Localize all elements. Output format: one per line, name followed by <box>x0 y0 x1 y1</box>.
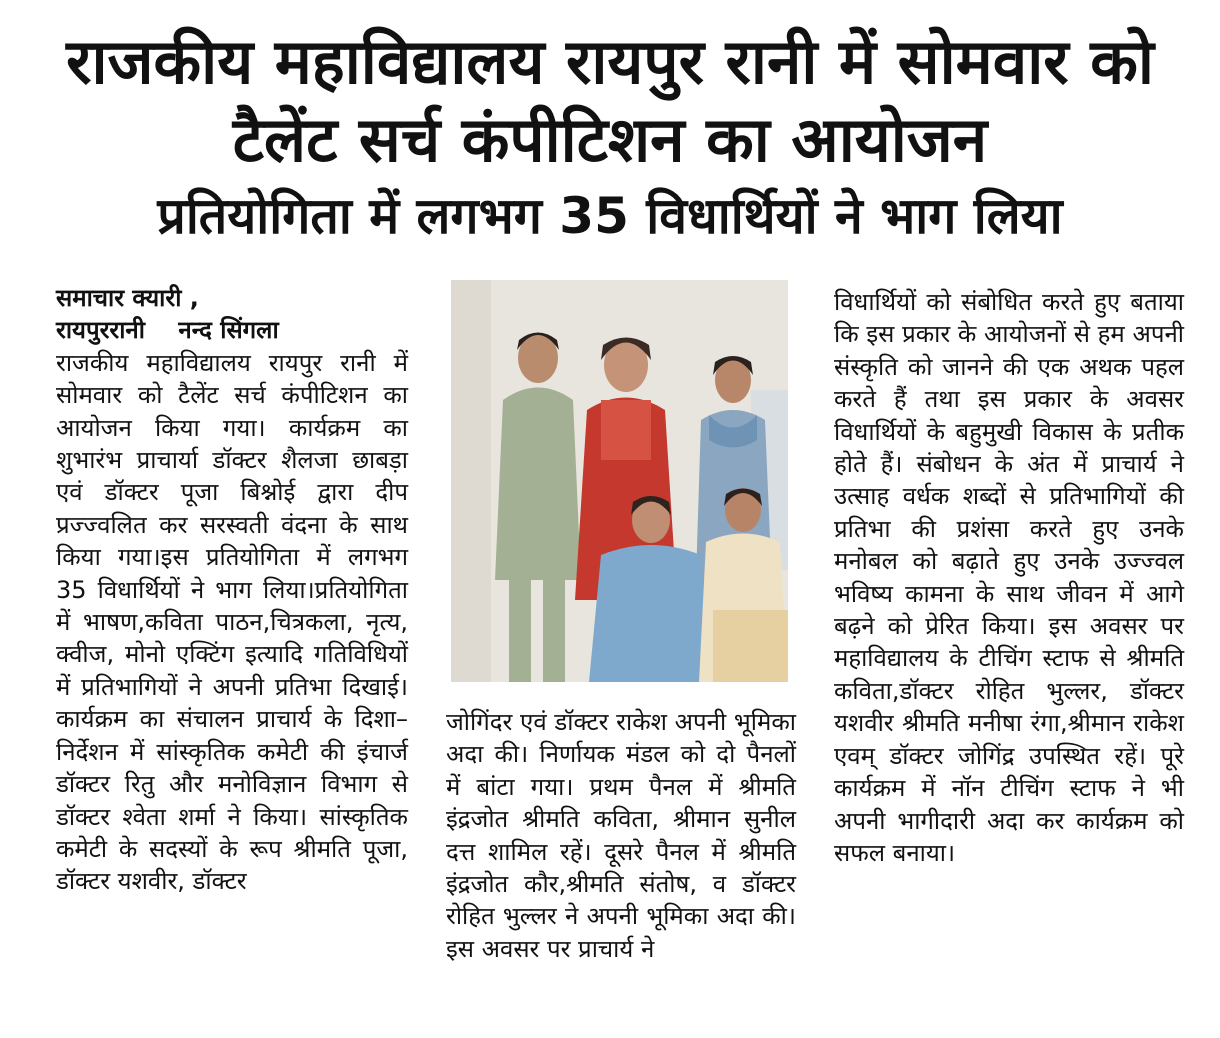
headline-line-2: टैलेंट सर्च कंपीटिशन का आयोजन <box>232 103 988 176</box>
column-3-text: विधार्थियों को संबोधित करते हुए बताया कि इस प्रकार के आयोजनों से हम अपनी संस्कृति को जानने की एक अथक पहल करते हैं तथा इस प्रकार के अवसर विधार्थियों के बहुमुखी विकास के प्रतीक होते हैं। संबोधन के अंत में प्राचार्य ने उत्साह वर्धक शब्दों से प्रतिभागियों की प्रतिभा की प्रशंसा करते हुए उनके मनोबल को बढ़ाते हुए उनके उज्ज्वल भविष्य कामना के साथ जीवन में आगे बढ़ने को प्रेरित किया। इस अवसर पर महाविद्यालय के टीचिंग स्टाफ से श्रीमति कविता,डॉक्टर रोहित भुल्लर, डॉक्टर यशवीर श्रीमति मनीषा रंगा,श्रीमान राकेश एवम् डॉक्टर जोगिंद्र उपस्थित रहें। पूरे कार्यक्रम में नॉन टीचिंग स्टाफ ने भी अपनी भागीदारी अदा कर कार्यक्रम को सफल बनाया। <box>834 288 1184 867</box>
article-column-1 <box>56 282 408 898</box>
column-2-text: जोगिंदर एवं डॉक्टर राकेश अपनी भूमिका अदा की। निर्णायक मंडल को दो पैनलों में बांटा गया। प्रथम पैनल में श्रीमति इंद्रजोत श्रीमति कविता, श्रीमान सुनील दत्त शामिल रहें। दूसरे पैनल में श्रीमति इंद्रजोत कौर,श्रीमति संतोष, व डॉक्टर रोहित भुल्लर ने अपनी भूमिका अदा की।इस अवसर पर प्राचार्य ने <box>446 708 796 963</box>
news-photo <box>451 280 788 682</box>
dateline-source: समाचार क्यारी , <box>56 284 199 312</box>
dateline-place-author: रायपुररानी नन्द सिंगला <box>56 316 279 345</box>
group-photo-icon <box>451 280 788 682</box>
column-1-text: राजकीय महाविद्यालय रायपुर रानी में सोमवार को टैलेंट सर्च कंपीटिशन का आयोजन किया गया। कार्यक्रम का शुभारंभ प्राचार्या डॉक्टर शैलजा छाबड़ा एवं डॉक्टर पूजा बिश्नोई द्वारा दीप प्रज्ज्वलित कर सरस्वती वंदना के साथ किया गया।इस प्रतियोगिता में लगभग 35 विधार्थियों ने भाग लिया।प्रतियोगिता में भाषण,कविता पाठन,चित्रकला, नृत्य, क्वीज, मोनो एक्टिंग इत्यादि गतिविधियों में प्रतिभागियों ने अपनी प्रतिभा दिखाई। कार्यक्रम का संचालन प्राचार्य के दिशा–निर्देशन में सांस्कृतिक कमेटी की इंचार्ज डॉक्टर रितु और मनोविज्ञान विभाग से डॉक्टर श्वेता शर्मा ने किया। सांस्कृतिक कमेटी के सदस्यों के रूप श्रीमति पूजा, डॉक्टर यशवीर, डॉक्टर <box>56 348 408 896</box>
headline-line-1: राजकीय महाविद्यालय रायपुर रानी में सोमवार को <box>66 25 1154 98</box>
article-column-2 <box>446 706 796 965</box>
subheadline: प्रतियोगिता में लगभग 35 विधार्थियों ने भाग लिया <box>157 187 1063 245</box>
article-column-3 <box>834 286 1184 869</box>
